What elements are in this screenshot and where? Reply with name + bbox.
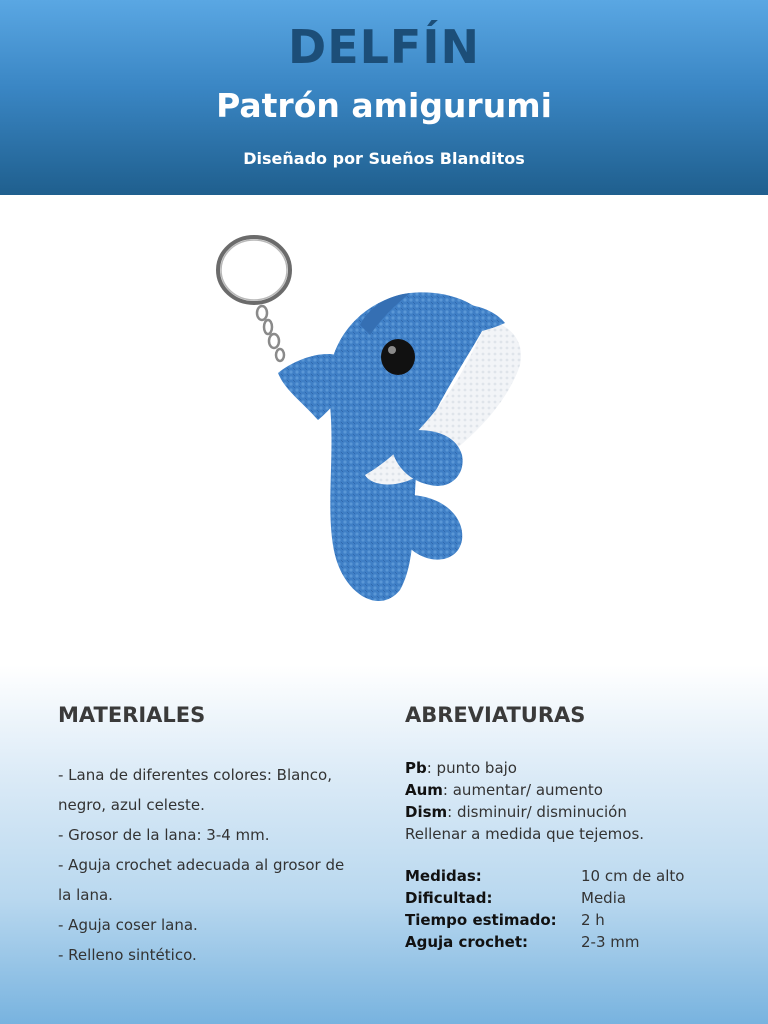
spec-value: 10 cm de alto: [581, 867, 685, 885]
abbreviation-meaning: : aumentar/ aumento: [442, 781, 603, 799]
spec-label: Tiempo estimado:: [405, 911, 557, 929]
page-title: Patrón amigurumi: [216, 86, 552, 125]
abbreviation-term: Pb: [405, 759, 427, 777]
spec-value: Media: [581, 889, 627, 907]
abbreviation-note: Rellenar a medida que tejemos.: [405, 825, 645, 843]
spec-row: [405, 911, 745, 933]
spec-value: 2-3 mm: [581, 933, 640, 951]
abbreviation-term: Dism: [405, 803, 448, 821]
abreviaturas-list: [405, 757, 745, 845]
abbreviation-item: [405, 757, 745, 779]
abreviaturas-heading: ABREVIATURAS: [405, 703, 586, 727]
abbreviation-meaning: : punto bajo: [426, 759, 517, 777]
spec-label: Dificultad:: [405, 889, 493, 907]
key-chain: [257, 306, 284, 361]
abbreviation-item: [405, 779, 745, 801]
list-item: - Relleno sintético.: [58, 946, 197, 964]
key-ring: [218, 237, 290, 303]
materiales-list: [58, 760, 353, 970]
dolphin-keychain-illustration: [0, 195, 768, 665]
abbreviation-term: Aum: [405, 781, 443, 799]
spec-value: 2 h: [581, 911, 605, 929]
spec-row: [405, 933, 745, 955]
specs-table: [405, 867, 745, 955]
list-item: - Aguja coser lana.: [58, 916, 198, 934]
spec-row: [405, 867, 745, 889]
spec-label: Aguja crochet:: [405, 933, 529, 951]
spec-row: [405, 889, 745, 911]
product-photo: [0, 195, 768, 665]
abbreviation-item: [405, 801, 745, 823]
brand-title: DELFÍN: [288, 20, 480, 74]
header-banner: [0, 0, 768, 195]
page-subtitle: Diseñado por Sueños Blanditos: [243, 149, 525, 168]
spec-label: Medidas:: [405, 867, 482, 885]
list-item: - Grosor de la lana: 3-4 mm.: [58, 826, 270, 844]
dolphin-eye: [381, 339, 415, 375]
abbreviation-meaning: : disminuir/ disminución: [447, 803, 627, 821]
info-section: [0, 665, 768, 1024]
list-item: - Lana de diferentes colores: Blanco, negro, azul celeste.: [58, 766, 332, 814]
materiales-heading: MATERIALES: [58, 703, 206, 727]
list-item: - Aguja crochet adecuada al grosor de la lana.: [58, 856, 345, 904]
